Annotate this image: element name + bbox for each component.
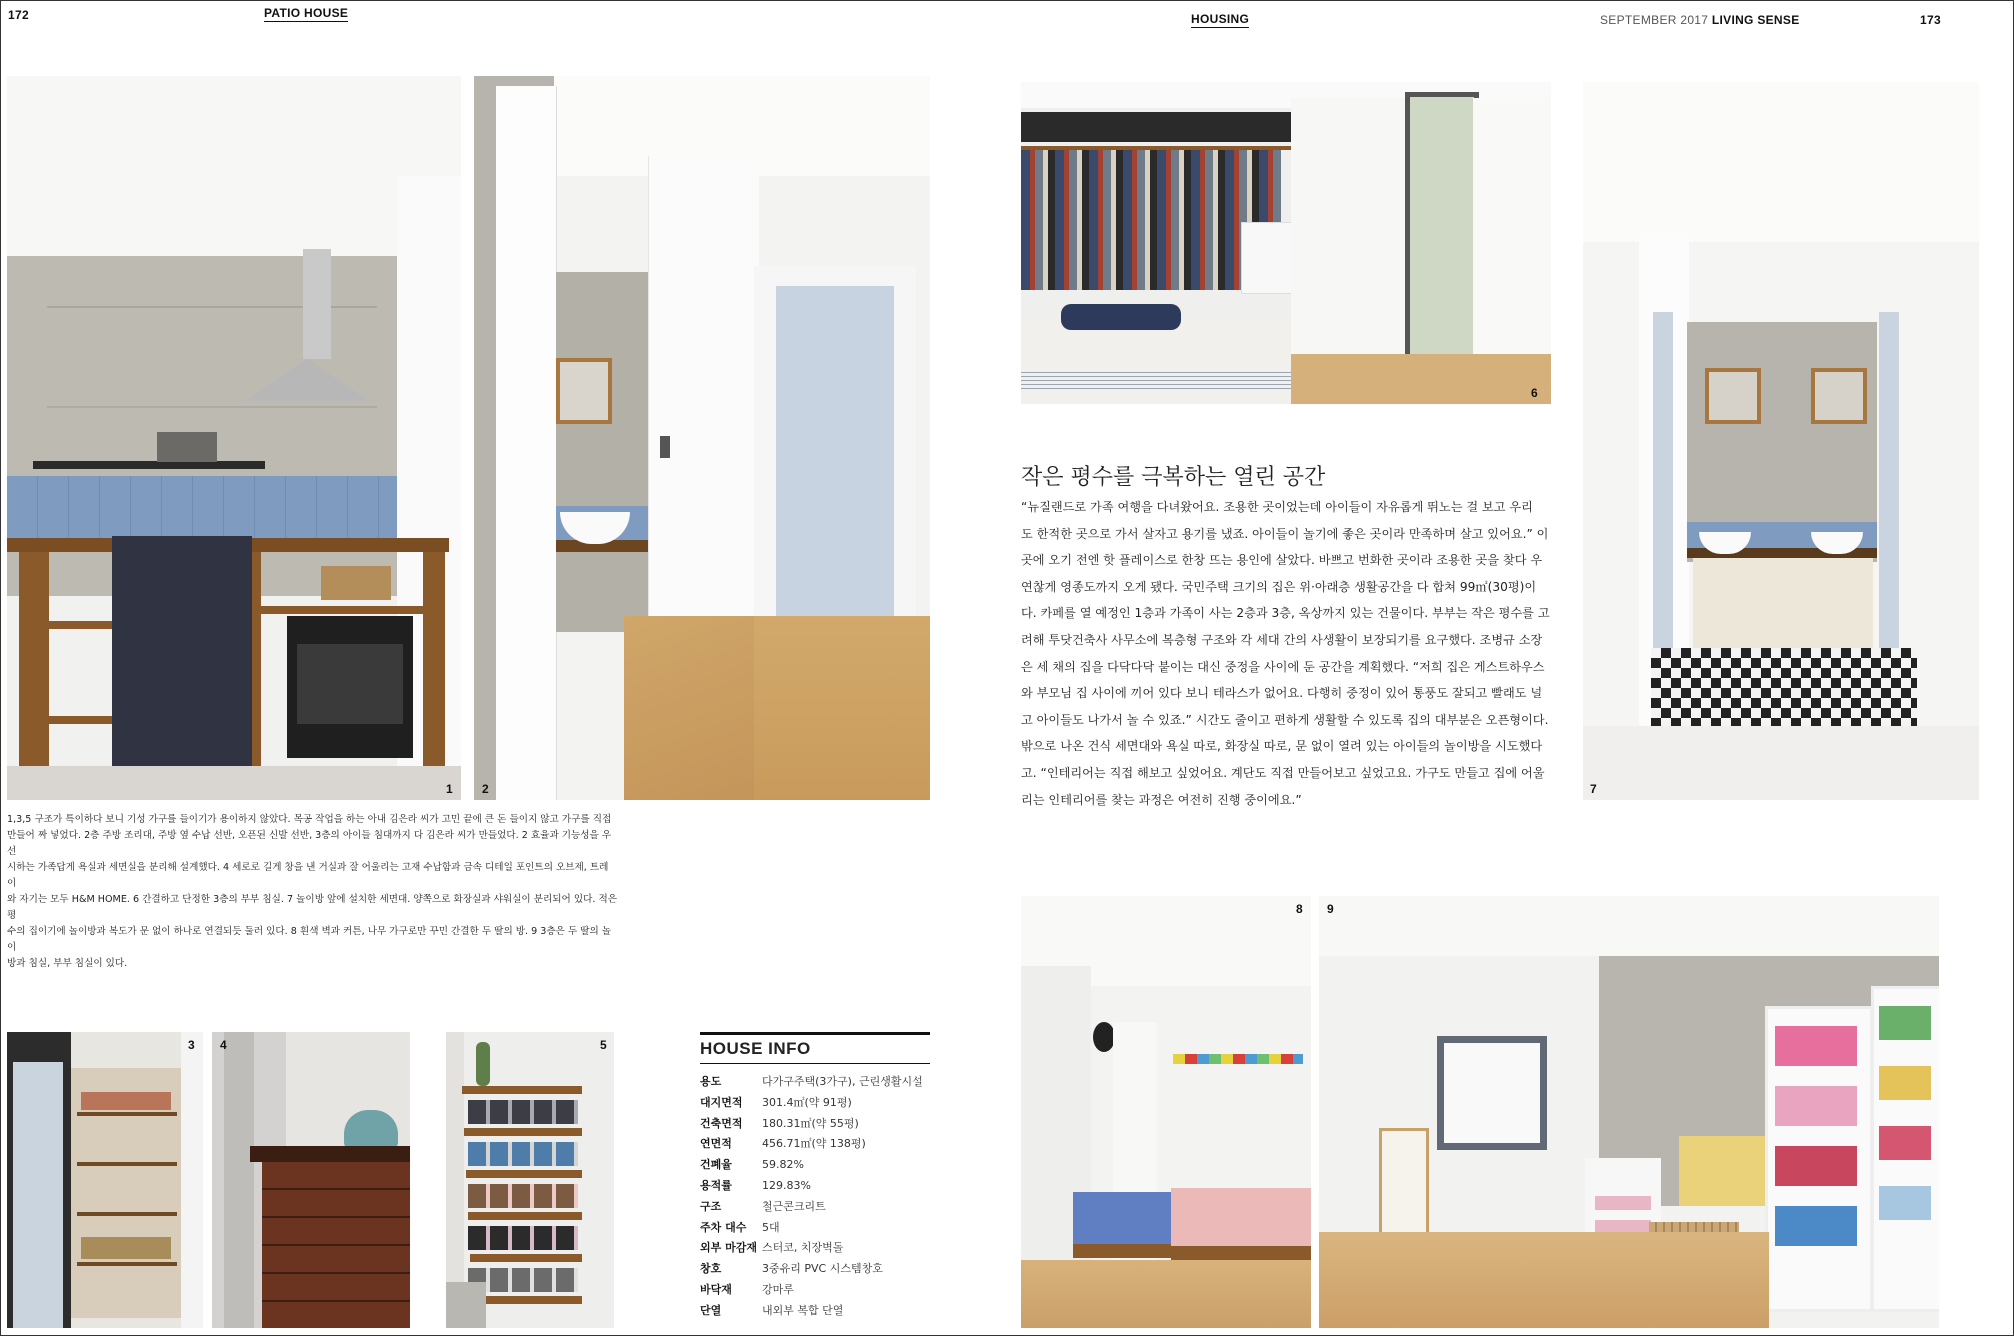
caption-line: 1,3,5 구조가 특이하다 보니 기성 가구를 들이기가 용이하지 않았다. 목공 작업을 하는 아내 김은라 씨가 고민 끝에 큰 돈 들이지 않고 가구를 직접 (7, 814, 612, 825)
wooden-drawer-chest (262, 1160, 410, 1328)
photo-number-4: 4 (220, 1038, 227, 1052)
photo-number-1: 1 (446, 782, 453, 796)
plant (476, 1042, 490, 1086)
house-info-row: 건폐율 59.82% (700, 1158, 804, 1172)
house-info-row: 용도 다가구주택(3가구), 근린생활시설 (700, 1075, 923, 1088)
wall-mirror (556, 358, 612, 424)
article-line: 도 한적한 곳으로 가서 살자고 용기를 냈죠. 아이들이 놀기에 좋은 곳이라 만족하며 살고 있어요.” 이 (1021, 526, 1549, 541)
caption-line: 수의 집이기에 놀이방과 복도가 문 없이 하나로 연결되듯 둘러 있다. 8 흰색 벽과 커튼, 나무 가구로만 꾸민 간결한 두 딸의 방. 9 3층은 두 딸의 놀이 (7, 926, 612, 953)
article-line: 연찮게 영종도까지 오게 됐다. 국민주택 크기의 집은 위·아래층 생활공간을 다 합쳐 99㎡(30평)이 (1021, 579, 1537, 594)
house-info-row: 건축면적 180.31㎡(약 55평) (700, 1116, 859, 1130)
photo-kitchen (7, 76, 461, 800)
photo-number-5: 5 (600, 1038, 607, 1052)
house-info-row: 창호 3중유리 PVC 시스템창호 (700, 1262, 883, 1276)
photo-number-3: 3 (188, 1038, 195, 1052)
house-info-title: HOUSE INFO (700, 1039, 811, 1058)
storage-boxes (1021, 112, 1291, 142)
article-line: 곳에 오기 전엔 핫 플레이스로 한창 뜨는 용인에 살았다. 바쁘고 번화한 곳이라 조용한 곳을 찾다 우 (1021, 553, 1543, 568)
range-hood (245, 359, 369, 401)
basket (321, 566, 391, 600)
photo-number-8: 8 (1296, 902, 1303, 916)
wood-floor (1319, 1232, 1769, 1328)
patterned-tile-floor (1651, 648, 1917, 726)
article-title: 작은 평수를 극복하는 열린 공간 (1021, 465, 1326, 490)
photo-master-bedroom (1021, 82, 1551, 404)
wall-decor (1093, 1022, 1115, 1052)
house-info-row: 주차 대수 5대 (700, 1220, 780, 1234)
pillow (1061, 304, 1181, 330)
blue-tile-backsplash (7, 476, 397, 542)
left-page-number: 172 (8, 8, 29, 22)
photo-number-7: 7 (1590, 782, 1597, 796)
house-info-box (700, 1032, 930, 1322)
issue-date: SEPTEMBER 2017 (1600, 13, 1709, 27)
vanity-curtain (1693, 558, 1873, 648)
article-line: 다. 카페를 열 예정인 1층과 가족이 사는 2층과 3층, 옥상까지 있는 건물이다. 부부는 작은 평수를 고 (1021, 606, 1550, 621)
article-line: 밖으로 나온 건식 세면대와 욕실 따로, 화장실 따로, 문 없이 열려 있는 아이들의 놀이방을 시도했다 (1021, 739, 1543, 754)
caption-line: 와 자기는 모두 H&M HOME. 6 간결하고 단정한 3층의 부부 침실. 7 놀이방 앞에 설치한 세면대. 양쪽으로 화장실과 샤워실이 분리되어 있다. 적은 평 (7, 894, 618, 921)
photo-number-2: 2 (482, 782, 489, 796)
house-info-row: 용적률 129.83% (700, 1178, 811, 1192)
dresser (1241, 222, 1293, 294)
article-line: 고. “인테리어는 직접 해보고 싶었어요. 계단도 직접 만들어보고 싶었고요. 가구도 만들고 집에 어울 (1021, 765, 1545, 780)
article-line: 리는 인테리어를 찾는 과정은 여전히 진행 중이에요.” (1021, 792, 1302, 807)
left-section-label: PATIO HOUSE (264, 6, 349, 20)
photo-double-vanity (1583, 82, 1979, 800)
photo-powder-room (474, 76, 930, 800)
caption-line: 만들어 짜 넣었다. 2층 주방 조리대, 주방 옆 수납 선반, 오픈된 신발 선반, 3층의 아이들 침대까지 다 김은라 씨가 만들었다. 2 효율과 기능성을 우선 (7, 830, 612, 857)
house-info-row: 연면적 456.71㎡(약 138평) (700, 1137, 866, 1151)
house-info-row: 구조 철근콘크리트 (700, 1199, 826, 1213)
right-bed (1171, 1188, 1311, 1250)
world-map-print (1679, 1136, 1765, 1206)
article-body (1021, 494, 1551, 813)
right-page-number: 173 (1920, 13, 1941, 27)
wood-floor (754, 616, 930, 800)
photo-number-6: 6 (1531, 386, 1538, 400)
article-line: “뉴질랜드로 가족 여행을 다녀왔어요. 조용한 곳이었는데 아이들이 자유롭게 뛰노는 걸 보고 우리 (1021, 500, 1533, 514)
house-info-row: 대지면적 301.4㎡(약 91평) (700, 1095, 852, 1109)
article-line: 은 세 채의 집을 다닥다닥 붙이는 대신 중정을 사이에 둔 공간을 계획했다. “저희 집은 게스트하우스 (1021, 659, 1545, 674)
photo-shoe-shelf (446, 1032, 614, 1328)
photo-daughters-room (1021, 896, 1311, 1328)
photo-living-cabinet (212, 1032, 410, 1328)
range-hood-duct (303, 249, 331, 359)
photo-caption (7, 812, 617, 972)
caption-line: 시하는 가족답게 욕실과 세면실을 분리해 설계했다. 4 세로로 길게 창을 낸 거실과 잘 어울리는 고재 수납함과 금속 디테일 포인트의 오브제, 트레이 (7, 862, 609, 889)
right-section-label: HOUSING (1191, 12, 1250, 26)
photo-pantry (7, 1032, 203, 1328)
house-info-row: 단열 내외부 복합 단열 (700, 1303, 844, 1317)
teal-jar (344, 1110, 398, 1150)
wood-floor (1291, 354, 1551, 404)
photo-playroom (1319, 896, 1939, 1328)
article-line: 와 부모님 집 사이에 끼어 있다 보니 테라스가 없어요. 다행히 중정이 있어 통풍도 잘되고 빨래도 널 (1021, 686, 1543, 701)
caption-line: 방과 침실, 부부 침실이 있다. (7, 958, 128, 969)
article-line: 고 아이들도 나가서 놀 수 있죠.” 시간도 줄이고 편하게 생활할 수 있도록 집의 대부분은 오픈형이다. (1021, 712, 1549, 727)
magazine-name: LIVING SENSE (1711, 13, 1800, 27)
article-line: 려해 투닷건축사 사무소에 복층형 구조와 각 세대 간의 사생활이 보장되기를 요구했다. 조병규 소장 (1021, 632, 1543, 647)
wood-floor (1021, 1260, 1311, 1328)
square-window (1437, 1036, 1547, 1150)
house-info-row: 바닥재 강마루 (700, 1282, 794, 1296)
hanging-towel (112, 536, 252, 800)
bunting-flags (1173, 1054, 1303, 1064)
house-info-row: 외부 마감재 스터코, 치장벽돌 (700, 1241, 844, 1255)
right-mirror (1811, 368, 1867, 424)
left-mirror (1705, 368, 1761, 424)
shoes (468, 1100, 578, 1124)
photo-number-9: 9 (1327, 902, 1334, 916)
issue-line (1600, 13, 1800, 27)
easel (1379, 1128, 1429, 1244)
